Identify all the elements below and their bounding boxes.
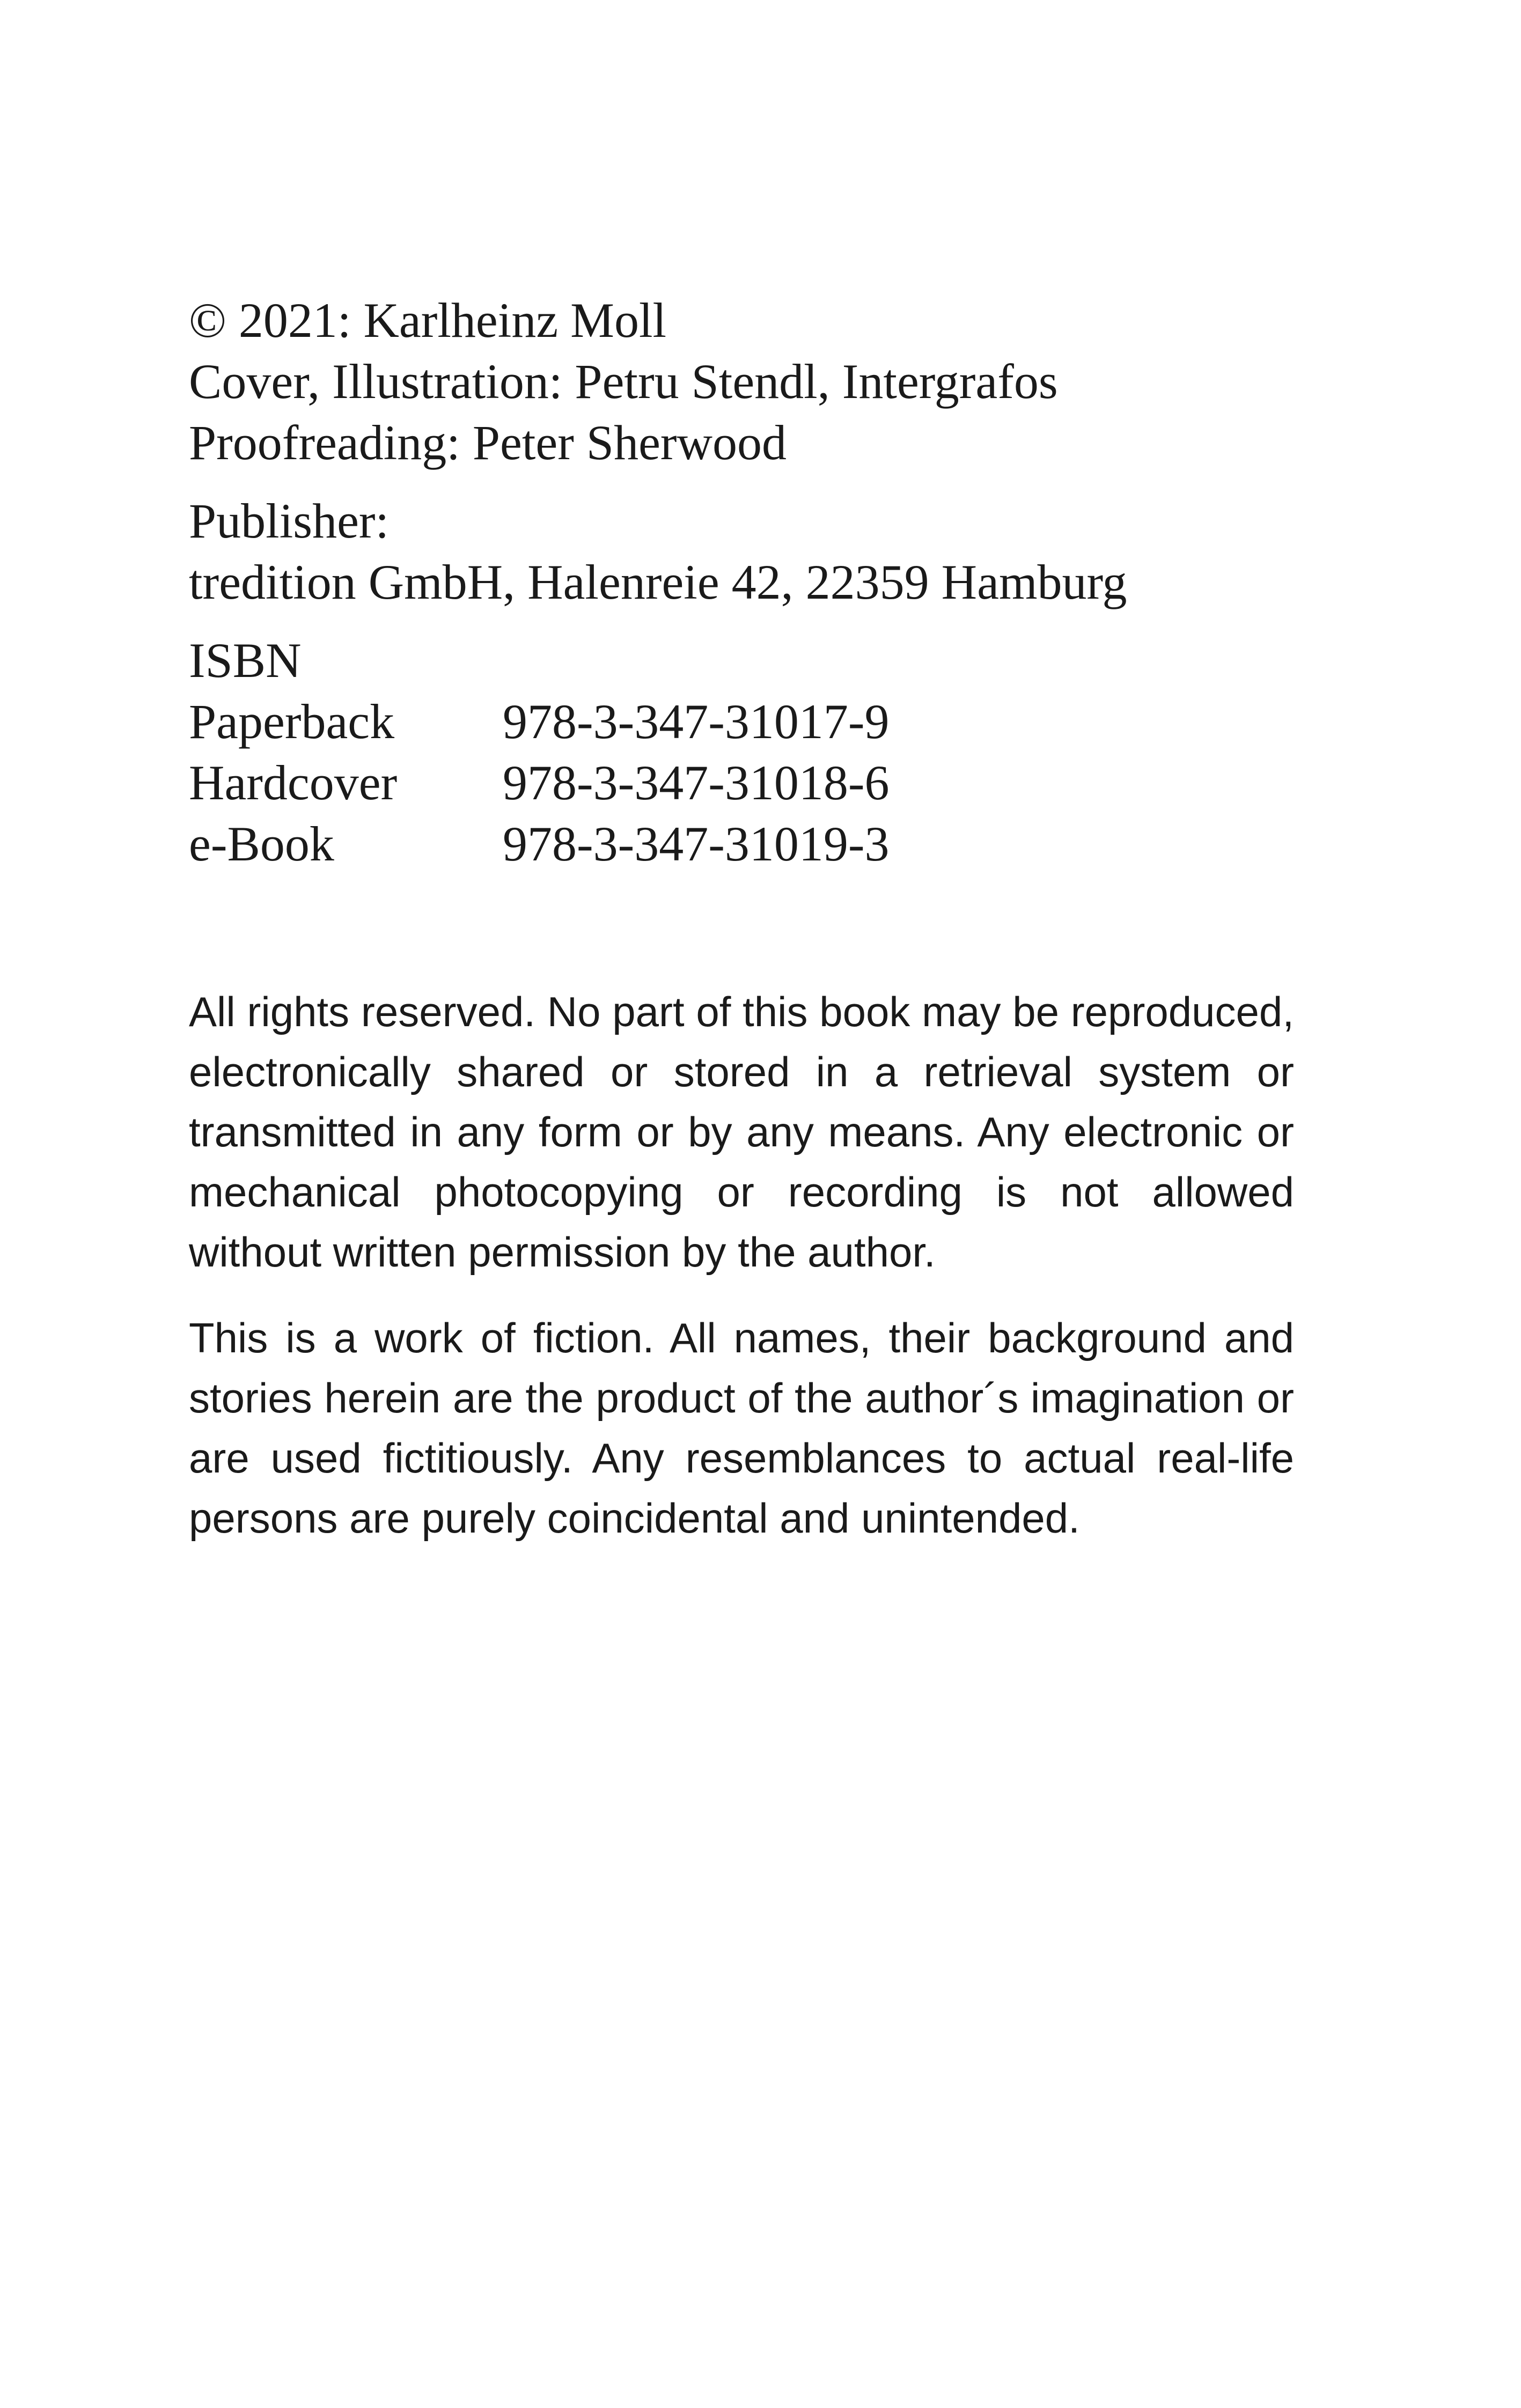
fiction-disclaimer-paragraph: This is a work of fiction. All names, their background and stories herein are the product of the author´s imagination or are used fictitiously. Any resemblances to actual real-life persons are purely coincidental and unintended. — [189, 1314, 1294, 1542]
isbn-heading: ISBN — [189, 633, 302, 688]
proofreading-credit-line: Proofreading: Peter Sherwood — [189, 415, 787, 470]
isbn-number: 978-3-347-31019-3 — [503, 816, 890, 871]
isbn-row — [189, 752, 1294, 813]
isbn-block — [189, 630, 1294, 874]
isbn-number: 978-3-347-31018-6 — [503, 755, 890, 810]
publisher-label: Publisher: — [189, 494, 390, 548]
isbn-row — [189, 813, 1294, 874]
isbn-number: 978-3-347-31017-9 — [503, 694, 890, 749]
cover-credit-line: Cover, Illustration: Petru Stendl, Intergrafos — [189, 354, 1058, 409]
isbn-format: e-Book — [189, 816, 334, 871]
publisher-block — [189, 490, 1294, 613]
copyright-line: © 2021: Karlheinz Moll — [189, 293, 667, 348]
isbn-format: Hardcover — [189, 755, 398, 810]
credits-block — [189, 290, 1294, 473]
legal-block — [189, 982, 1294, 1548]
isbn-format: Paperback — [189, 694, 395, 749]
isbn-row — [189, 691, 1294, 752]
copyright-page — [189, 290, 1294, 1548]
publisher-address: tredition GmbH, Halenreie 42, 22359 Hamburg — [189, 555, 1127, 609]
rights-reserved-paragraph: All rights reserved. No part of this book may be reproduced, electronically shared or stored in a retrieval system or transmitted in any form or by any means. Any electronic or mechanical photocopying or recording is not allowed without written permission by the author. — [189, 988, 1294, 1276]
